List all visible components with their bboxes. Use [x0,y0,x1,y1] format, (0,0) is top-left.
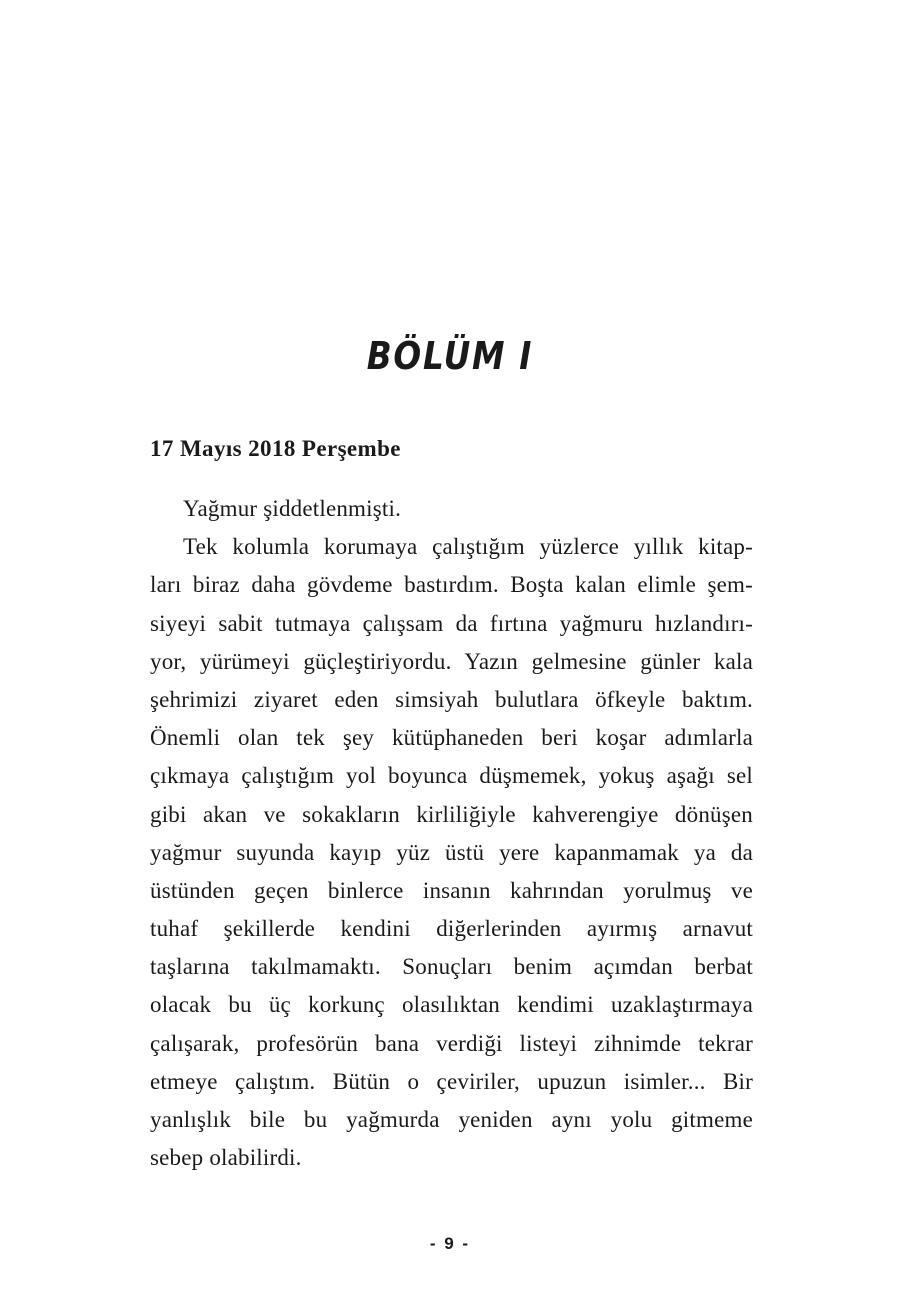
date-heading: 17 Mayıs 2018 Perşembe [150,436,401,461]
text-line: yağmur suyunda kayıp yüz üstü yere kapanmamak ya da [150,839,753,865]
text-line: çıkmaya çalıştığım yol boyunca düşmemek, yokuş aşağı sel [150,763,753,789]
text-line: yor, yürümeyi güçleştiriyordu. Yazın gelmesine günler kala [150,648,753,674]
text-line: ları biraz daha gövdeme bastırdım. Boşta kalan elimle şem- [150,572,753,598]
text-line: Önemli olan tek şey kütüphaneden beri koşar adımlarla [150,725,753,751]
text-line: sebep olabilirdi. [150,1145,302,1171]
text-line: Tek kolumla korumaya çalıştığım yüzlerce yıllık kitap- [183,534,753,560]
text-line: siyeyi sabit tutmaya çalışsam da fırtına yağmuru hızlandırı- [150,610,753,636]
chapter-title: BÖLÜM I [366,334,534,378]
text-line: çalışarak, profesörün bana verdiği listeyi zihnimde tekrar [150,1030,753,1056]
text-line: taşlarına takılmamaktı. Sonuçları benim açımdan berbat [150,954,753,980]
text-line: tuhaf şekillerde kendini diğerlerinden ayırmış arnavut [150,916,753,942]
text-line: yanlışlık bile bu yağmurda yeniden aynı yolu gitmeme [150,1107,753,1132]
text-line: Yağmur şiddetlenmişti. [183,496,402,521]
text-line: etmeye çalıştım. Bütün o çeviriler, upuzun isimler... Bir [150,1068,753,1094]
text-line: şehrimizi ziyaret eden simsiyah bulutlara öfkeyle baktım. [150,686,753,712]
body-text [150,490,753,1177]
text-line: gibi akan ve sokakların kirliliğiyle kahverengiye dönüşen [150,801,753,827]
text-line: olacak bu üç korkunç olasılıktan kendimi uzaklaştırmaya [150,992,753,1018]
text-line: üstünden geçen binlerce insanın kahrından yorulmuş ve [150,877,753,903]
page-number: - 9 - [429,1234,471,1253]
